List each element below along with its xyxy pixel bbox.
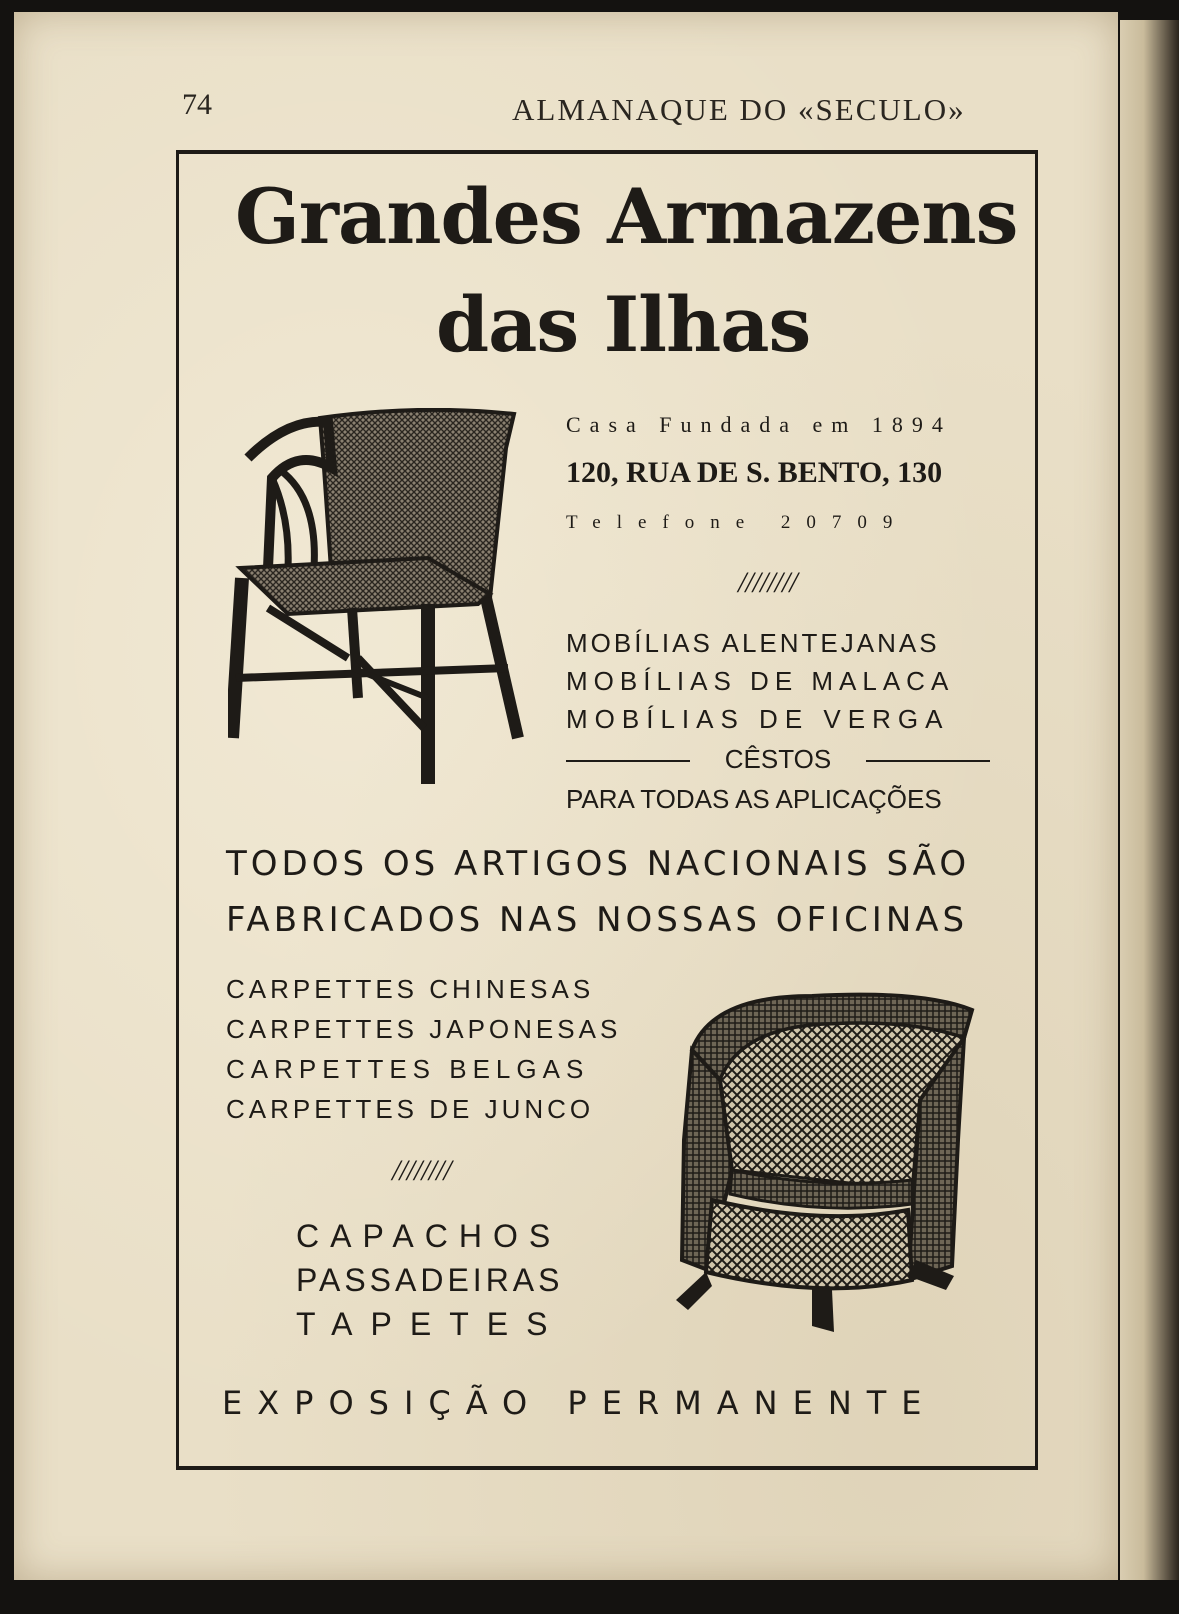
wicker-tub-chair-illustration (672, 990, 986, 1340)
furniture-item: MOBÍLIAS ALENTEJANAS (566, 628, 940, 658)
national-articles-line2: FABRICADOS NAS NOSSAS OFICINAS (226, 900, 969, 940)
other-item: TAPETES (296, 1306, 566, 1342)
phone-line: Telefone 20709 (566, 512, 909, 533)
carpet-item: CARPETTES CHINESAS (226, 974, 595, 1004)
other-item: CAPACHOS (296, 1218, 562, 1254)
rule-right (866, 760, 990, 762)
wicker-armchair-illustration (228, 408, 534, 808)
furniture-item: MOBÍLIAS DE VERGA (566, 704, 950, 734)
national-articles-line1: TODOS OS ARTIGOS NACIONAIS SÃO (226, 844, 971, 884)
exhibition-line: EXPOSIÇÃO PERMANENTE (222, 1384, 937, 1422)
baskets-row (566, 744, 990, 776)
book-spine-edge (1120, 20, 1179, 1580)
store-name-line2: das Ilhas (436, 280, 811, 369)
separator-marks: //////// (392, 1154, 451, 1187)
running-title: ALMANAQUE DO «SECULO» (512, 92, 966, 127)
store-name-line1: Grandes Armazens (235, 172, 1018, 261)
carpet-item: CARPETTES JAPONESAS (226, 1014, 622, 1044)
other-item: PASSADEIRAS (296, 1262, 564, 1298)
furniture-item: MOBÍLIAS DE MALACA (566, 666, 955, 696)
applications-line: PARA TODAS AS APLICAÇÕES (566, 784, 942, 814)
separator-marks: //////// (738, 566, 797, 599)
founded-line: Casa Fundada em 1894 (566, 412, 952, 437)
baskets-label: CÊSTOS (724, 744, 832, 774)
carpet-item: CARPETTES DE JUNCO (226, 1094, 595, 1124)
page-number: 74 (182, 88, 212, 121)
carpet-item: CARPETTES BELGAS (226, 1054, 590, 1084)
address-line: 120, RUA DE S. BENTO, 130 (566, 456, 943, 489)
